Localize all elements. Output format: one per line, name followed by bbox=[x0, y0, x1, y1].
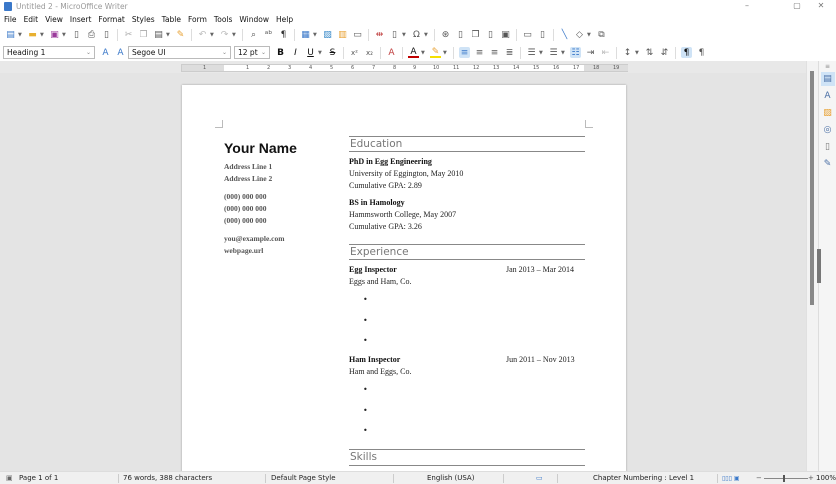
chevron-down-icon[interactable]: ▼ bbox=[210, 31, 214, 38]
sidebar-menu-icon[interactable]: ≡ bbox=[824, 62, 831, 70]
zoom-level[interactable]: 100% bbox=[816, 474, 836, 482]
education-degree-1[interactable]: PhD in Egg Engineering bbox=[349, 157, 432, 166]
ruler-number: 11 bbox=[453, 65, 460, 71]
divider bbox=[717, 474, 718, 483]
save-icon[interactable]: ▣ bbox=[50, 29, 59, 40]
find-replace-icon[interactable]: ⌕ bbox=[250, 29, 257, 40]
align-right-icon[interactable]: ≡ bbox=[490, 47, 499, 58]
divider bbox=[516, 29, 517, 41]
ruler-number: 17 bbox=[573, 65, 580, 71]
divider bbox=[520, 47, 521, 59]
menu-tools[interactable]: Tools bbox=[213, 14, 233, 24]
education-school-2[interactable]: Hammsworth College, May 2007 bbox=[349, 210, 457, 219]
standard-toolbar bbox=[0, 26, 836, 43]
rtl-paragraph-icon[interactable]: ¶ bbox=[698, 47, 705, 58]
ruler-number: 5 bbox=[330, 65, 334, 71]
phone-3[interactable]: (000) 000 000 bbox=[224, 216, 267, 225]
divider bbox=[453, 47, 454, 59]
chevron-down-icon: ⌄ bbox=[221, 49, 227, 56]
chevron-down-icon[interactable]: ▼ bbox=[424, 31, 428, 38]
chevron-down-icon[interactable]: ▼ bbox=[232, 31, 236, 38]
gallery-icon[interactable]: ▨ bbox=[823, 108, 832, 118]
ruler-number: 10 bbox=[433, 65, 440, 71]
language[interactable]: English (USA) bbox=[427, 474, 475, 482]
maximize-button[interactable]: ▢ bbox=[793, 1, 801, 10]
align-center-icon[interactable]: ≡ bbox=[475, 47, 484, 58]
divider bbox=[242, 29, 243, 41]
section-divider bbox=[349, 244, 585, 245]
page-icon[interactable]: ▯ bbox=[825, 142, 830, 152]
draw-functions-icon[interactable]: ⧉ bbox=[598, 29, 605, 40]
divider bbox=[118, 474, 119, 483]
menu-view[interactable]: View bbox=[45, 14, 63, 24]
chevron-down-icon[interactable]: ▼ bbox=[18, 31, 22, 38]
align-left-icon[interactable]: ≡ bbox=[460, 47, 469, 58]
divider bbox=[557, 474, 558, 483]
divider bbox=[265, 474, 266, 483]
divider bbox=[402, 47, 403, 59]
divider bbox=[393, 474, 394, 483]
subscript-button[interactable]: x₂ bbox=[366, 48, 373, 57]
cross-reference-icon[interactable]: ▣ bbox=[501, 29, 510, 40]
menu-file[interactable]: File bbox=[4, 14, 17, 24]
highlight-button[interactable]: ✎ bbox=[431, 46, 440, 57]
skills-heading[interactable]: Skills bbox=[350, 451, 377, 463]
ruler-number: 3 bbox=[288, 65, 292, 71]
education-degree-2[interactable]: BS in Hamology bbox=[349, 198, 405, 207]
page-indicator[interactable]: Page 1 of 1 bbox=[19, 474, 59, 482]
ltr-paragraph-icon[interactable]: ¶ bbox=[681, 47, 692, 58]
footnote-icon[interactable]: ▯ bbox=[458, 29, 463, 40]
ruler-number: 4 bbox=[309, 65, 313, 71]
divider bbox=[503, 474, 504, 483]
menu-styles[interactable]: Styles bbox=[131, 14, 155, 24]
chevron-down-icon[interactable]: ▼ bbox=[402, 31, 406, 38]
paragraph-style-select[interactable] bbox=[3, 46, 95, 59]
phone-2[interactable]: (000) 000 000 bbox=[224, 204, 267, 213]
word-count[interactable]: 76 words, 388 characters bbox=[123, 474, 213, 482]
chevron-down-icon[interactable]: ▼ bbox=[166, 31, 170, 38]
page-style[interactable]: Default Page Style bbox=[271, 474, 336, 482]
app-icon bbox=[4, 2, 12, 11]
zoom-slider-handle[interactable] bbox=[783, 475, 785, 482]
ruler-number: 1 bbox=[246, 65, 250, 71]
chevron-down-icon[interactable]: ▼ bbox=[539, 49, 543, 56]
phone-1[interactable]: (000) 000 000 bbox=[224, 192, 267, 201]
bold-button[interactable]: B bbox=[277, 47, 284, 58]
divider bbox=[117, 29, 118, 41]
ordered-list-icon[interactable]: ☰ bbox=[549, 47, 558, 58]
italic-button[interactable]: I bbox=[294, 47, 297, 58]
spellcheck-icon[interactable]: ᵃᵇ bbox=[264, 29, 273, 40]
ruler-number: 19 bbox=[613, 65, 620, 71]
address-line-1[interactable]: Address Line 1 bbox=[224, 162, 273, 171]
print-preview-icon[interactable]: ▯ bbox=[104, 29, 109, 40]
ruler-number: 14 bbox=[513, 65, 520, 71]
paragraph-style-value: Heading 1 bbox=[7, 48, 46, 57]
sidebar-resize-handle[interactable] bbox=[817, 249, 821, 283]
ruler-number: 2 bbox=[267, 65, 271, 71]
zoom-in-button[interactable]: + bbox=[808, 474, 814, 482]
menu-table[interactable]: Table bbox=[161, 14, 182, 24]
ruler-number: 12 bbox=[473, 65, 480, 71]
outline-format-icon[interactable]: ☷ bbox=[571, 47, 580, 58]
font-size-value: 12 pt bbox=[238, 48, 258, 57]
bookmark-icon[interactable]: ▯ bbox=[488, 29, 493, 40]
endnote-icon[interactable]: ❐ bbox=[471, 29, 480, 40]
menu-edit[interactable]: Edit bbox=[23, 14, 39, 24]
formatting-toolbar bbox=[0, 44, 836, 61]
paragraph-spacing-increase-icon[interactable]: ⇅ bbox=[645, 47, 654, 58]
ruler-number: 8 bbox=[393, 65, 397, 71]
font-size-select[interactable] bbox=[234, 46, 270, 59]
export-pdf-icon[interactable]: ▯ bbox=[74, 29, 79, 40]
line-spacing-icon[interactable]: ↕ bbox=[623, 47, 632, 58]
chevron-down-icon[interactable]: ▼ bbox=[318, 49, 322, 56]
experience-company-2[interactable]: Ham and Eggs, Co. bbox=[349, 367, 412, 376]
menu-form[interactable]: Form bbox=[188, 14, 207, 24]
bullet-point[interactable]: • bbox=[363, 406, 368, 415]
section-divider bbox=[349, 259, 585, 260]
bullet-point[interactable]: • bbox=[363, 336, 368, 345]
properties-icon[interactable]: ▤ bbox=[821, 72, 835, 86]
section-divider bbox=[349, 449, 585, 450]
experience-dates-2[interactable]: Jun 2011 – Nov 2013 bbox=[506, 355, 575, 364]
document-canvas[interactable] bbox=[0, 73, 806, 471]
email[interactable]: you@example.com bbox=[224, 234, 285, 243]
minimize-button[interactable]: – bbox=[745, 1, 749, 10]
address-line-2[interactable]: Address Line 2 bbox=[224, 174, 273, 183]
zoom-out-button[interactable]: − bbox=[756, 474, 762, 482]
update-style-icon[interactable]: A bbox=[102, 47, 109, 58]
page-icon: ▣ bbox=[6, 474, 13, 482]
styles-icon[interactable]: A bbox=[824, 91, 831, 101]
special-character-icon[interactable]: Ω bbox=[413, 29, 420, 40]
chapter-numbering[interactable]: Chapter Numbering : Level 1 bbox=[593, 474, 695, 482]
section-divider bbox=[349, 151, 585, 152]
ruler-number: 18 bbox=[593, 65, 600, 71]
ruler-number: 1 bbox=[203, 65, 207, 71]
zoom-slider-track[interactable] bbox=[764, 478, 808, 479]
font-color-button[interactable]: A bbox=[408, 47, 419, 58]
education-heading[interactable]: Education bbox=[350, 138, 403, 150]
chevron-down-icon: ⌄ bbox=[260, 49, 266, 56]
divider bbox=[368, 29, 369, 41]
scrollbar-thumb[interactable] bbox=[810, 71, 814, 305]
bullet-point[interactable]: • bbox=[363, 295, 368, 304]
menu-help[interactable]: Help bbox=[275, 14, 294, 24]
divider bbox=[191, 29, 192, 41]
basic-shapes-icon[interactable]: ◇ bbox=[576, 29, 583, 40]
underline-button[interactable]: U bbox=[307, 47, 314, 58]
education-gpa-2[interactable]: Cumulative GPA: 3.26 bbox=[349, 222, 422, 231]
chevron-down-icon[interactable]: ▼ bbox=[635, 49, 639, 56]
clone-formatting-icon[interactable]: ✎ bbox=[176, 29, 185, 40]
print-icon[interactable]: ⎙ bbox=[87, 29, 96, 40]
new-style-icon[interactable]: A bbox=[117, 47, 124, 58]
document-page[interactable] bbox=[182, 85, 626, 471]
manage-changes-icon[interactable]: ✎ bbox=[823, 159, 832, 169]
experience-role-2[interactable]: Ham Inspector bbox=[349, 355, 401, 364]
education-gpa-1[interactable]: Cumulative GPA: 2.89 bbox=[349, 181, 422, 190]
divider bbox=[434, 29, 435, 41]
hyperlink-icon[interactable]: ⊛ bbox=[441, 29, 450, 40]
horizontal-ruler[interactable] bbox=[181, 64, 628, 72]
margin-corner-mark bbox=[585, 120, 593, 128]
menu-window[interactable]: Window bbox=[239, 14, 269, 24]
font-name-value: Segoe UI bbox=[132, 48, 166, 57]
chevron-down-icon[interactable]: ▼ bbox=[587, 31, 591, 38]
font-name-select[interactable] bbox=[128, 46, 231, 59]
chevron-down-icon[interactable]: ▼ bbox=[561, 49, 565, 56]
chevron-down-icon[interactable]: ▼ bbox=[313, 31, 317, 38]
page-break-icon[interactable]: ⇹ bbox=[375, 29, 384, 40]
ruler-number: 15 bbox=[533, 65, 540, 71]
ruler-number: 6 bbox=[351, 65, 355, 71]
education-school-1[interactable]: University of Eggington, May 2010 bbox=[349, 169, 464, 178]
sidebar-deck bbox=[818, 61, 836, 471]
clear-formatting-button[interactable]: A bbox=[388, 47, 395, 58]
undo-icon[interactable]: ↶ bbox=[198, 29, 207, 40]
strikethrough-button[interactable]: S bbox=[329, 47, 336, 58]
ruler-number: 16 bbox=[553, 65, 560, 71]
ruler-number: 9 bbox=[413, 65, 417, 71]
divider bbox=[616, 47, 617, 59]
section-divider bbox=[349, 136, 585, 137]
title-bar bbox=[0, 0, 836, 13]
chevron-down-icon[interactable]: ▼ bbox=[62, 31, 66, 38]
divider bbox=[343, 47, 344, 59]
chevron-down-icon[interactable]: ▼ bbox=[443, 49, 447, 56]
divider bbox=[675, 47, 676, 59]
bullet-point[interactable]: • bbox=[363, 426, 368, 435]
insert-chart-icon[interactable]: ▥ bbox=[338, 29, 347, 40]
experience-company-1[interactable]: Eggs and Ham, Co. bbox=[349, 277, 412, 286]
divider bbox=[380, 47, 381, 59]
divider bbox=[294, 29, 295, 41]
margin-corner-mark bbox=[215, 120, 223, 128]
webpage[interactable]: webpage.url bbox=[224, 246, 264, 255]
bullet-point[interactable]: • bbox=[363, 385, 368, 394]
experience-role-1[interactable]: Egg Inspector bbox=[349, 265, 397, 274]
view-layout-icon[interactable]: ▯▯▯ ▣ bbox=[722, 475, 740, 482]
bullet-point[interactable]: • bbox=[363, 316, 368, 325]
open-folder-icon[interactable]: ▬ bbox=[28, 29, 37, 40]
track-changes-icon[interactable]: ▯ bbox=[540, 29, 545, 40]
chevron-down-icon[interactable]: ▼ bbox=[421, 49, 425, 56]
line-icon[interactable]: ╲ bbox=[561, 29, 568, 40]
navigator-icon[interactable]: ◎ bbox=[823, 125, 832, 135]
menu-format[interactable]: Format bbox=[98, 14, 125, 24]
experience-heading[interactable]: Experience bbox=[350, 246, 409, 258]
insert-field-icon[interactable]: ▯ bbox=[392, 29, 397, 40]
copy-icon[interactable]: ❐ bbox=[139, 29, 148, 40]
paragraph-spacing-decrease-icon[interactable]: ⇵ bbox=[660, 47, 669, 58]
chevron-down-icon[interactable]: ▼ bbox=[40, 31, 44, 38]
resume-name[interactable]: Your Name bbox=[224, 140, 297, 156]
close-button[interactable]: ✕ bbox=[817, 1, 825, 10]
comment-icon[interactable]: ▭ bbox=[523, 29, 532, 40]
paste-icon[interactable]: ▤ bbox=[154, 29, 163, 40]
superscript-button[interactable]: x² bbox=[351, 48, 358, 57]
increase-indent-icon[interactable]: ⇥ bbox=[586, 47, 595, 58]
cut-icon[interactable]: ✂ bbox=[124, 29, 133, 40]
insert-textbox-icon[interactable]: ▭ bbox=[353, 29, 362, 40]
window-title: Untitled 2 - MicroOffice Writer bbox=[16, 2, 128, 11]
menu-bar bbox=[0, 13, 836, 25]
divider bbox=[553, 29, 554, 41]
section-divider bbox=[349, 465, 585, 466]
ruler-number: 7 bbox=[372, 65, 376, 71]
new-document-icon[interactable]: ▤ bbox=[6, 29, 15, 40]
menu-insert[interactable]: Insert bbox=[69, 14, 92, 24]
experience-dates-1[interactable]: Jan 2013 – Mar 2014 bbox=[506, 265, 574, 274]
unordered-list-icon[interactable]: ☰ bbox=[527, 47, 536, 58]
chevron-down-icon: ⌄ bbox=[85, 49, 91, 56]
ruler-number: 13 bbox=[493, 65, 500, 71]
insert-mode-icon[interactable]: ▭ bbox=[536, 474, 543, 482]
insert-table-icon[interactable]: ▦ bbox=[301, 29, 310, 40]
decrease-indent-icon[interactable]: ⇤ bbox=[601, 47, 610, 58]
justify-icon[interactable]: ≣ bbox=[505, 47, 514, 58]
redo-icon[interactable]: ↷ bbox=[220, 29, 229, 40]
status-bar bbox=[0, 471, 836, 484]
formatting-marks-icon[interactable]: ¶ bbox=[280, 29, 287, 40]
insert-image-icon[interactable]: ▨ bbox=[323, 29, 332, 40]
ruler-right-margin bbox=[584, 65, 628, 71]
